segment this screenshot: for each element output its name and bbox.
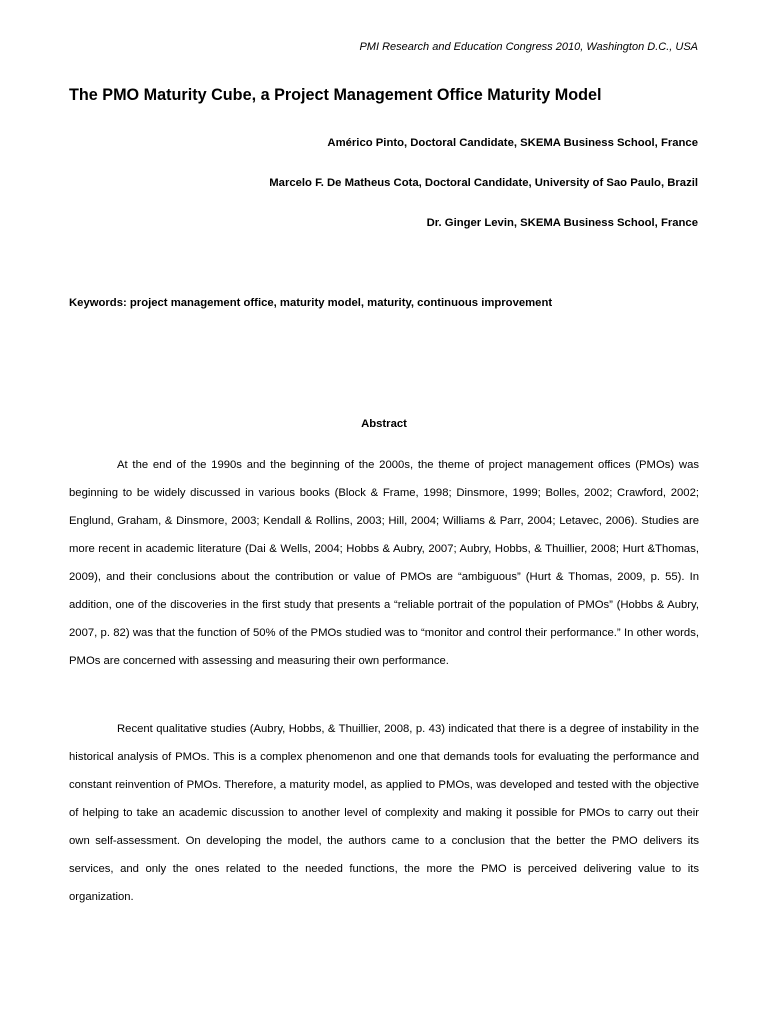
paper-title: The PMO Maturity Cube, a Project Management Office Maturity Model bbox=[69, 86, 602, 104]
abstract-paragraph-2: Recent qualitative studies (Aubry, Hobbs, & Thuillier, 2008, p. 43) indicated that there is a degree of instability in the historical analysis of PMOs. This is a complex phenomenon and one that demands tools for evaluating the performance and constant reinvention of PMOs. Therefore, a maturity model, as applied to PMOs, was developed and tested with the objective of helping to take an academic discussion to another level of complexity and making it possible for PMOs to carry out their own self-assessment. On developing the model, the authors came to a conclusion that the better the PMO delivers its services, and only the ones related to the needed functions, the more the PMO is perceived delivering value to its organization. bbox=[69, 723, 699, 903]
author-line-3: Dr. Ginger Levin, SKEMA Business School, France bbox=[426, 217, 698, 229]
keywords-line: Keywords: project management office, maturity model, maturity, continuous improvement bbox=[69, 297, 553, 309]
author-line-1: Américo Pinto, Doctoral Candidate, SKEMA Business School, France bbox=[327, 137, 698, 149]
abstract-heading: Abstract bbox=[361, 418, 407, 430]
abstract-paragraph-1: At the end of the 1990s and the beginning of the 2000s, the theme of project management offices (PMOs) was beginning to be widely discussed in various books (Block & Frame, 1998; Dinsmore, 1999; Bolles, 2002; Crawford, 2002; Englund, Graham, & Dinsmore, 2003; Kendall & Rollins, 2003; Hill, 2004; Williams & Parr, 2004; Letavec, 2006). Studies are more recent in academic literature (Dai & Wells, 2004; Hobbs & Aubry, 2007; Aubry, Hobbs, & Thuillier, 2008; Hurt &Thomas, 2009), and their conclusions about the contribution or value of PMOs are “ambiguous” (Hurt & Thomas, 2009, p. 55). In addition, one of the discoveries in the first study that presents a “reliable portrait of the population of PMOs” (Hobbs & Aubry, 2007, p. 82) was that the function of 50% of the PMOs studied was to “monitor and control their performance.” In other words, PMOs are concerned with assessing and measuring their own performance. bbox=[69, 459, 699, 667]
conference-header: PMI Research and Education Congress 2010, Washington D.C., USA bbox=[359, 41, 698, 53]
author-line-2: Marcelo F. De Matheus Cota, Doctoral Candidate, University of Sao Paulo, Brazil bbox=[269, 177, 698, 189]
